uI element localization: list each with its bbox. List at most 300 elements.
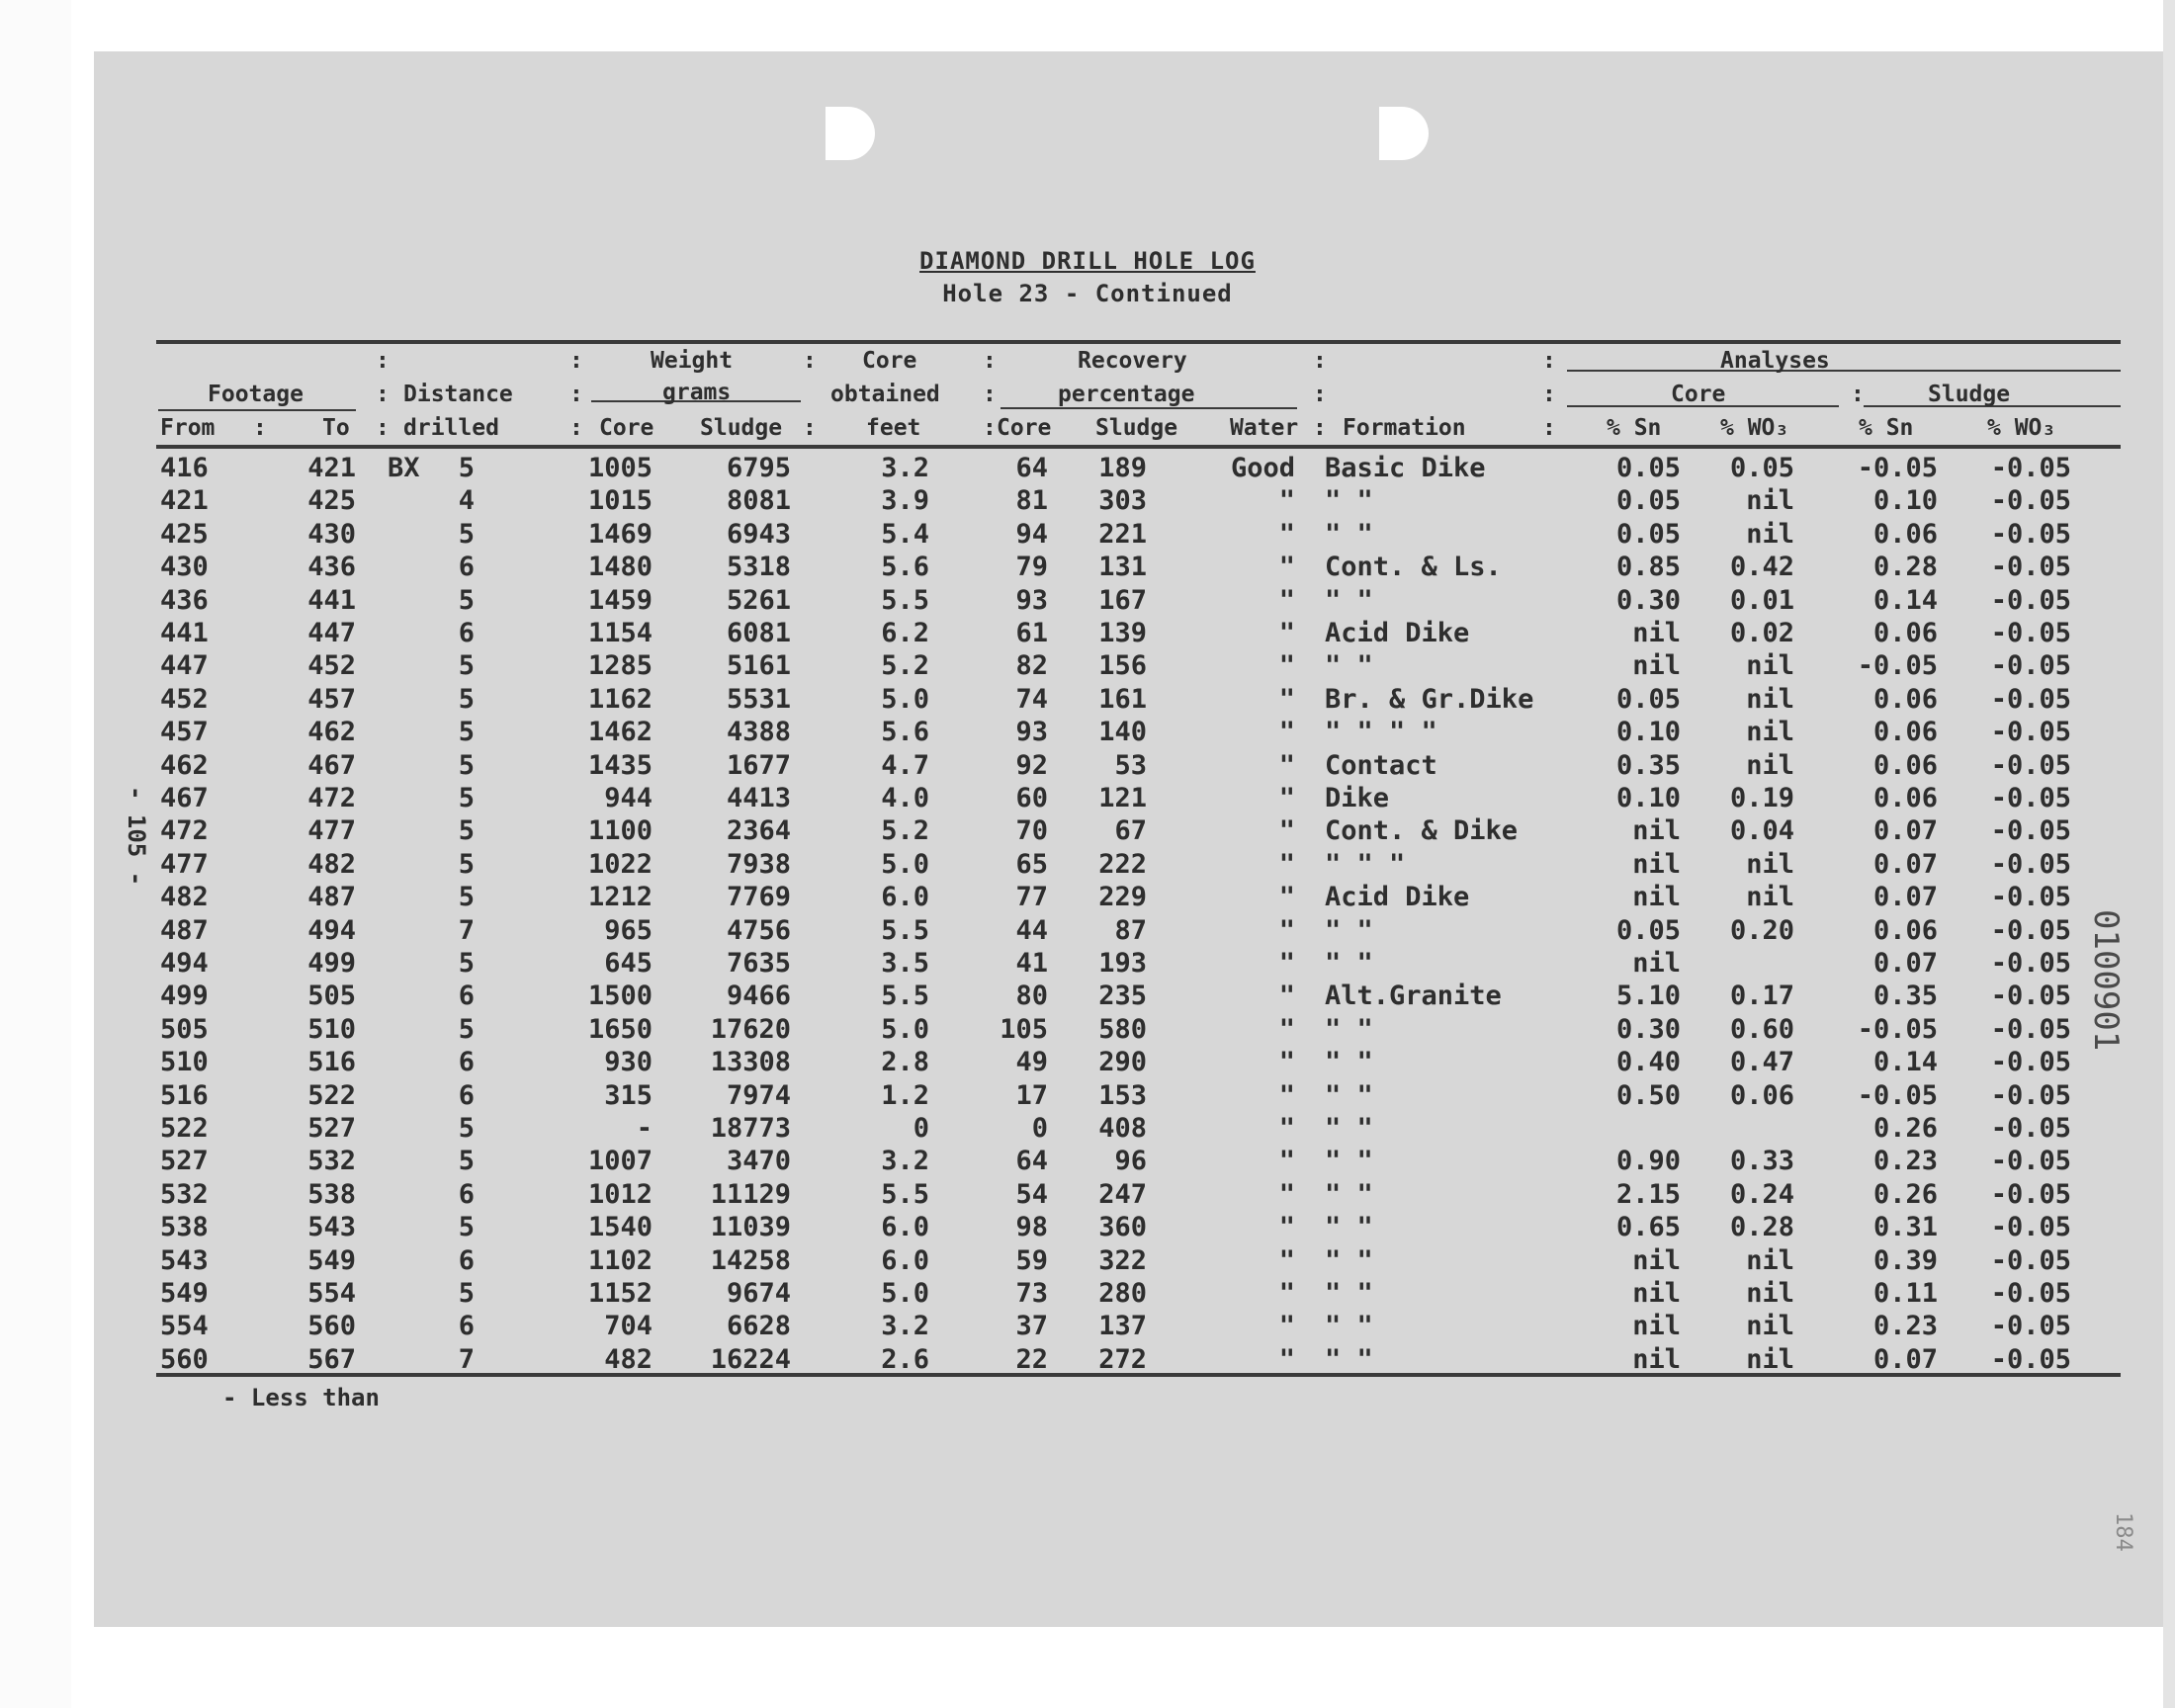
cell-obtained: 5.6 [881, 717, 929, 748]
cell-water: " [1278, 1311, 1295, 1342]
cell-s-sn: 0.23 [1872, 1311, 1938, 1342]
cell-c-wo3: nil [1746, 848, 1794, 880]
cell-s-sn: 0.35 [1872, 981, 1938, 1012]
cell-c-sn: nil [1632, 1244, 1681, 1276]
cell-w-core: 1459 [587, 584, 652, 616]
cell-to: 567 [307, 1343, 356, 1375]
table-row [0, 717, 2175, 749]
cell-from: 487 [160, 914, 209, 946]
cell-c-wo3: nil [1746, 1244, 1794, 1276]
cell-c-sn: 0.50 [1615, 1079, 1681, 1111]
cell-c-sn: nil [1632, 650, 1681, 682]
cell-c-wo3: 0.04 [1729, 815, 1794, 847]
cell-s-wo3: -0.05 [1990, 981, 2071, 1012]
table-row [0, 849, 2175, 882]
cell-rec-sludge: 222 [1098, 848, 1147, 880]
cell-c-sn: 0.05 [1615, 518, 1681, 550]
separator: : [803, 415, 817, 441]
cell-w-sludge: 9674 [726, 1278, 791, 1309]
cell-c-wo3: 0.20 [1729, 914, 1794, 946]
table-row [0, 684, 2175, 717]
cell-to: 538 [307, 1178, 356, 1210]
cell-w-sludge: 4756 [726, 914, 791, 946]
cell-rec-sludge: 161 [1098, 683, 1147, 715]
cell-from: 425 [160, 518, 209, 550]
cell-s-sn: -0.05 [1857, 1013, 1938, 1045]
cell-s-wo3: -0.05 [1990, 485, 2071, 517]
cell-rec-core: 81 [1015, 485, 1048, 517]
cell-s-sn: -0.05 [1857, 1079, 1938, 1111]
analyses-underline [1567, 370, 2121, 372]
cell-from: 532 [160, 1178, 209, 1210]
cell-to: 487 [307, 882, 356, 913]
header-footage: Footage [208, 382, 304, 407]
cell-water: " [1278, 584, 1295, 616]
cell-from: 538 [160, 1212, 209, 1243]
cell-obtained: 3.2 [881, 1311, 929, 1342]
cell-from: 527 [160, 1146, 209, 1177]
table-row [0, 948, 2175, 981]
cell-to: 467 [307, 749, 356, 781]
cell-dist: 6 [458, 618, 475, 648]
separator: : [1313, 382, 1327, 407]
cell-formation: " " [1325, 650, 1373, 682]
separator: : [983, 348, 997, 374]
cell-s-wo3: -0.05 [1990, 848, 2071, 880]
cell-rec-core: 93 [1015, 717, 1048, 748]
cell-from: 452 [160, 683, 209, 715]
cell-obtained: 5.0 [881, 848, 929, 880]
cell-c-wo3: 0.17 [1729, 981, 1794, 1012]
cell-w-core: 704 [604, 1311, 652, 1342]
cell-formation: Cont. & Dike [1325, 815, 1519, 847]
cell-w-core: 645 [604, 948, 652, 979]
cell-from: 516 [160, 1079, 209, 1111]
cell-to: 516 [307, 1047, 356, 1078]
cell-from: 522 [160, 1113, 209, 1144]
cell-w-core: 1469 [587, 518, 652, 550]
cell-obtained: 5.5 [881, 1178, 929, 1210]
cell-to: 436 [307, 552, 356, 583]
cell-rec-sludge: 580 [1098, 1013, 1147, 1045]
cell-from: 560 [160, 1343, 209, 1375]
cell-obtained: 3.5 [881, 948, 929, 979]
cell-c-wo3: nil [1746, 882, 1794, 913]
cell-w-sludge: 6943 [726, 518, 791, 550]
cell-s-sn: 0.23 [1872, 1146, 1938, 1177]
table-row [0, 650, 2175, 683]
cell-dist: 5 [458, 749, 475, 781]
header-formation: Formation [1343, 415, 1466, 441]
cell-to: 441 [307, 584, 356, 616]
cell-c-wo3: 0.19 [1729, 783, 1794, 813]
cell-to: 560 [307, 1311, 356, 1342]
margin-page-label: - 105 - [123, 786, 150, 887]
table-row [0, 1113, 2175, 1146]
table-row [0, 453, 2175, 485]
table-row [0, 585, 2175, 618]
cell-s-sn: 0.07 [1872, 815, 1938, 847]
table-row [0, 618, 2175, 650]
cell-dist: 5 [458, 518, 475, 550]
footage-underline [158, 409, 356, 411]
cell-rec-sludge: 131 [1098, 552, 1147, 583]
cell-formation: " " [1325, 1178, 1373, 1210]
cell-dist: 5 [458, 848, 475, 880]
cell-rec-sludge: 153 [1098, 1079, 1147, 1111]
cell-dist: 5 [458, 717, 475, 748]
cell-obtained: 5.4 [881, 518, 929, 550]
cell-c-sn: nil [1632, 815, 1681, 847]
cell-w-sludge: 11129 [710, 1178, 791, 1210]
cell-s-wo3: -0.05 [1990, 717, 2071, 748]
cell-s-sn: 0.39 [1872, 1244, 1938, 1276]
cell-rec-core: 64 [1015, 453, 1048, 483]
cell-w-core: 1022 [587, 848, 652, 880]
cell-dist: 5 [458, 453, 475, 483]
cell-s-wo3: -0.05 [1990, 584, 2071, 616]
cell-formation: " " [1325, 1047, 1373, 1078]
cell-rec-sludge: 137 [1098, 1311, 1147, 1342]
separator: : [1313, 348, 1327, 374]
cell-formation: Acid Dike [1325, 882, 1470, 913]
cell-s-wo3: -0.05 [1990, 948, 2071, 979]
cell-water: " [1278, 1079, 1295, 1111]
cell-water: " [1278, 1013, 1295, 1045]
table-row [0, 1080, 2175, 1113]
cell-formation: " " [1325, 518, 1373, 550]
cell-dist: 5 [458, 1278, 475, 1309]
cell-rec-core: 49 [1015, 1047, 1048, 1078]
cell-s-sn: 0.11 [1872, 1278, 1938, 1309]
cell-c-wo3: nil [1746, 518, 1794, 550]
cell-rec-sludge: 221 [1098, 518, 1147, 550]
cell-w-sludge: 16224 [710, 1343, 791, 1375]
cell-s-wo3: -0.05 [1990, 650, 2071, 682]
table-top-rule [156, 340, 2121, 344]
cell-obtained: 5.6 [881, 552, 929, 583]
cell-s-sn: 0.07 [1872, 882, 1938, 913]
cell-c-wo3: 0.24 [1729, 1178, 1794, 1210]
cell-c-sn: nil [1632, 1278, 1681, 1309]
cell-obtained: 5.0 [881, 683, 929, 715]
cell-from: 554 [160, 1311, 209, 1342]
cell-to: 554 [307, 1278, 356, 1309]
cell-rec-sludge: 290 [1098, 1047, 1147, 1078]
cell-rec-sludge: 280 [1098, 1278, 1147, 1309]
cell-c-wo3: nil [1746, 1311, 1794, 1342]
separator: : [983, 382, 997, 407]
cell-rec-sludge: 235 [1098, 981, 1147, 1012]
cell-w-core: 1162 [587, 683, 652, 715]
cell-c-wo3: 0.28 [1729, 1212, 1794, 1243]
cell-rec-core: 93 [1015, 584, 1048, 616]
cell-s-wo3: -0.05 [1990, 783, 2071, 813]
cell-formation: " " [1325, 948, 1373, 979]
cell-s-sn: 0.28 [1872, 552, 1938, 583]
cell-water: " [1278, 1146, 1295, 1177]
cell-dist: 6 [458, 1047, 475, 1078]
cell-obtained: 1.2 [881, 1079, 929, 1111]
cell-w-sludge: 7769 [726, 882, 791, 913]
cell-to: 425 [307, 485, 356, 517]
cell-w-core: 1102 [587, 1244, 652, 1276]
cell-rec-core: 37 [1015, 1311, 1048, 1342]
cell-to: 462 [307, 717, 356, 748]
cell-s-wo3: -0.05 [1990, 453, 2071, 483]
cell-rec-core: 70 [1015, 815, 1048, 847]
table-row [0, 485, 2175, 518]
cell-c-wo3: nil [1746, 485, 1794, 517]
cell-dist: 5 [458, 783, 475, 813]
cell-rec-core: 41 [1015, 948, 1048, 979]
header-to: To [322, 415, 350, 441]
cell-rec-sludge: 272 [1098, 1343, 1147, 1375]
cell-rec-sludge: 53 [1114, 749, 1147, 781]
cell-rec-sludge: 408 [1098, 1113, 1147, 1144]
cell-from: 441 [160, 618, 209, 648]
separator: : [1542, 382, 1556, 407]
header-recovery-core: Core [997, 415, 1052, 441]
cell-rec-sludge: 360 [1098, 1212, 1147, 1243]
header-grams: grams [662, 380, 732, 405]
cell-formation: Dike [1325, 783, 1390, 813]
document-subtitle: Hole 23 - Continued [942, 280, 1233, 307]
table-row [0, 1014, 2175, 1047]
cell-rec-core: 105 [1000, 1013, 1048, 1045]
cell-obtained: 5.5 [881, 914, 929, 946]
cell-rec-core: 54 [1015, 1178, 1048, 1210]
cell-w-core: 1540 [587, 1212, 652, 1243]
cell-c-wo3: 0.06 [1729, 1079, 1794, 1111]
cell-formation: Acid Dike [1325, 618, 1470, 648]
header-weight-sludge: Sludge [700, 415, 783, 441]
cell-dist: 5 [458, 1113, 475, 1144]
separator: : [1542, 348, 1556, 374]
cell-obtained: 4.7 [881, 749, 929, 781]
cell-s-sn: 0.06 [1872, 783, 1938, 813]
cell-obtained: 0 [913, 1113, 929, 1144]
cell-formation: " " [1325, 1113, 1373, 1144]
separator: : [376, 382, 390, 407]
cell-c-sn: nil [1632, 1311, 1681, 1342]
table-row [0, 915, 2175, 948]
cell-c-wo3: 0.02 [1729, 618, 1794, 648]
cell-obtained: 2.6 [881, 1343, 929, 1375]
cell-s-sn: 0.06 [1872, 717, 1938, 748]
cell-w-sludge: 5261 [726, 584, 791, 616]
cell-dist: 6 [458, 552, 475, 583]
cell-dist: 5 [458, 1146, 475, 1177]
cell-rec-core: 22 [1015, 1343, 1048, 1375]
header-core-wo3: % WO₃ [1720, 415, 1789, 441]
separator: : [803, 348, 817, 374]
recovery-underline [1000, 407, 1297, 409]
cell-size: BX [388, 453, 420, 483]
cell-c-sn: nil [1632, 948, 1681, 979]
cell-dist: 5 [458, 683, 475, 715]
cell-formation: " " [1325, 1244, 1373, 1276]
cell-to: 494 [307, 914, 356, 946]
cell-c-wo3: 0.01 [1729, 584, 1794, 616]
cell-c-sn: 0.65 [1615, 1212, 1681, 1243]
cell-rec-core: 64 [1015, 1146, 1048, 1177]
cell-from: 477 [160, 848, 209, 880]
cell-w-sludge: 17620 [710, 1013, 791, 1045]
cell-from: 436 [160, 584, 209, 616]
cell-c-sn: nil [1632, 1343, 1681, 1375]
cell-w-sludge: 5318 [726, 552, 791, 583]
cell-s-sn: 0.06 [1872, 749, 1938, 781]
cell-dist: 7 [458, 914, 475, 946]
cell-from: 510 [160, 1047, 209, 1078]
header-core-obtained-2: obtained [830, 382, 940, 407]
cell-water: " [1278, 683, 1295, 715]
cell-s-wo3: -0.05 [1990, 815, 2071, 847]
cell-obtained: 3.2 [881, 1146, 929, 1177]
table-row [0, 1179, 2175, 1212]
cell-formation: " " [1325, 1013, 1373, 1045]
cell-water: " [1278, 1178, 1295, 1210]
cell-formation: " " [1325, 1079, 1373, 1111]
separator: : [253, 415, 267, 441]
cell-w-core: 930 [604, 1047, 652, 1078]
cell-water: " [1278, 1047, 1295, 1078]
cell-dist: 6 [458, 1311, 475, 1342]
cell-formation: " " [1325, 584, 1373, 616]
cell-rec-sludge: 96 [1114, 1146, 1147, 1177]
cell-water: " [1278, 1244, 1295, 1276]
cell-dist: 5 [458, 948, 475, 979]
cell-obtained: 5.5 [881, 584, 929, 616]
cell-w-core: 1005 [587, 453, 652, 483]
cell-formation: " " [1325, 1343, 1373, 1375]
cell-formation: " " [1325, 1146, 1373, 1177]
cell-rec-core: 74 [1015, 683, 1048, 715]
cell-rec-core: 61 [1015, 618, 1048, 648]
cell-formation: Contact [1325, 749, 1437, 781]
cell-to: 472 [307, 783, 356, 813]
cell-dist: 6 [458, 1178, 475, 1210]
cell-rec-core: 82 [1015, 650, 1048, 682]
cell-s-wo3: -0.05 [1990, 552, 2071, 583]
cell-dist: 5 [458, 1013, 475, 1045]
cell-w-sludge: 14258 [710, 1244, 791, 1276]
cell-s-sn: 0.07 [1872, 1343, 1938, 1375]
cell-s-wo3: -0.05 [1990, 1244, 2071, 1276]
cell-obtained: 5.2 [881, 650, 929, 682]
table-row [0, 882, 2175, 914]
cell-water: " [1278, 650, 1295, 682]
cell-w-core: 1285 [587, 650, 652, 682]
cell-rec-core: 77 [1015, 882, 1048, 913]
cell-rec-sludge: 303 [1098, 485, 1147, 517]
cell-dist: 5 [458, 1212, 475, 1243]
cell-obtained: 2.8 [881, 1047, 929, 1078]
cell-water: " [1278, 1212, 1295, 1243]
cell-c-wo3: 0.42 [1729, 552, 1794, 583]
cell-to: 421 [307, 453, 356, 483]
cell-s-sn: 0.14 [1872, 1047, 1938, 1078]
separator: : [569, 415, 583, 441]
cell-s-wo3: -0.05 [1990, 1079, 2071, 1111]
cell-water: " [1278, 948, 1295, 979]
cell-dist: 6 [458, 1244, 475, 1276]
cell-water: " [1278, 1113, 1295, 1144]
cell-s-wo3: -0.05 [1990, 618, 2071, 648]
cell-c-wo3: nil [1746, 1343, 1794, 1375]
cell-w-core: 315 [604, 1079, 652, 1111]
cell-s-sn: 0.26 [1872, 1113, 1938, 1144]
cell-to: 543 [307, 1212, 356, 1243]
cell-rec-core: 44 [1015, 914, 1048, 946]
table-row [0, 981, 2175, 1013]
cell-c-sn: 0.40 [1615, 1047, 1681, 1078]
cell-w-core: 1012 [587, 1178, 652, 1210]
cell-c-wo3: nil [1746, 717, 1794, 748]
cell-dist: 4 [458, 485, 475, 517]
cell-c-sn: 2.15 [1615, 1178, 1681, 1210]
cell-formation: " " [1325, 914, 1373, 946]
cell-w-core: 1462 [587, 717, 652, 748]
cell-from: 505 [160, 1013, 209, 1045]
table-row [0, 552, 2175, 584]
table-row [0, 815, 2175, 848]
cell-dist: 7 [458, 1343, 475, 1375]
cell-obtained: 5.5 [881, 981, 929, 1012]
cell-rec-sludge: 167 [1098, 584, 1147, 616]
cell-c-sn: 5.10 [1615, 981, 1681, 1012]
cell-from: 421 [160, 485, 209, 517]
cell-w-sludge: 7938 [726, 848, 791, 880]
cell-from: 462 [160, 749, 209, 781]
cell-c-wo3: 0.60 [1729, 1013, 1794, 1045]
cell-rec-core: 98 [1015, 1212, 1048, 1243]
cell-to: 499 [307, 948, 356, 979]
cell-w-sludge: 1677 [726, 749, 791, 781]
cell-s-sn: 0.31 [1872, 1212, 1938, 1243]
cell-w-sludge: 5531 [726, 683, 791, 715]
cell-rec-core: 92 [1015, 749, 1048, 781]
cell-s-sn: 0.07 [1872, 948, 1938, 979]
cell-from: 549 [160, 1278, 209, 1309]
cell-rec-core: 59 [1015, 1244, 1048, 1276]
page-number: 184 [2111, 1512, 2135, 1552]
cell-w-core: 1015 [587, 485, 652, 517]
cell-from: 457 [160, 717, 209, 748]
cell-w-sludge: 13308 [710, 1047, 791, 1078]
cell-w-core: 965 [604, 914, 652, 946]
header-percentage: percentage [1058, 382, 1195, 407]
cell-water: " [1278, 1343, 1295, 1375]
cell-s-sn: 0.06 [1872, 683, 1938, 715]
cell-rec-sludge: 193 [1098, 948, 1147, 979]
cell-dist: 6 [458, 1079, 475, 1111]
cell-rec-core: 17 [1015, 1079, 1048, 1111]
cell-obtained: 3.2 [881, 453, 929, 483]
header-analyses-core: Core [1671, 382, 1726, 407]
cell-s-wo3: -0.05 [1990, 1311, 2071, 1342]
cell-w-core: 1212 [587, 882, 652, 913]
cell-water: " [1278, 815, 1295, 847]
cell-from: 430 [160, 552, 209, 583]
cell-dist: 5 [458, 882, 475, 913]
cell-rec-sludge: 67 [1114, 815, 1147, 847]
cell-rec-core: 0 [1031, 1113, 1048, 1144]
separator: : [569, 348, 583, 374]
separator: : [1851, 382, 1865, 407]
separator: : [376, 415, 390, 441]
